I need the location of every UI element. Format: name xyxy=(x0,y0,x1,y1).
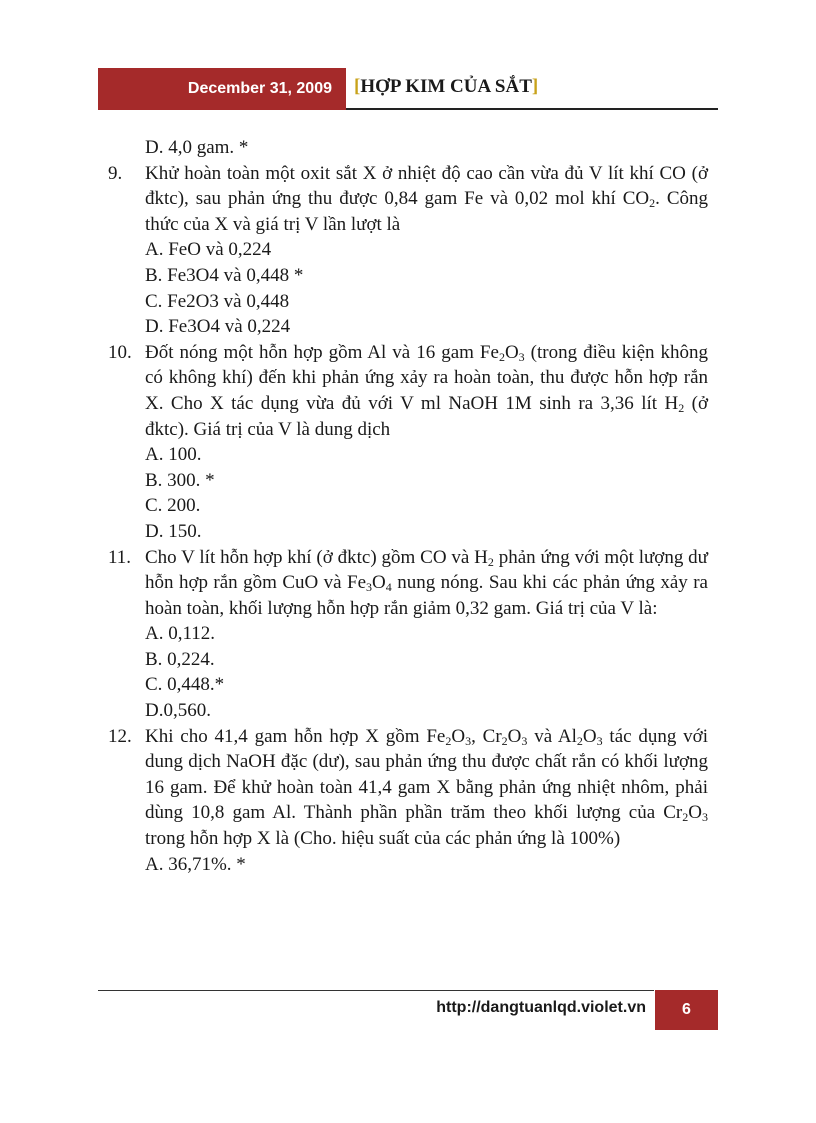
question-10-option-d: D. 150. xyxy=(145,520,202,542)
question-10-option-c: C. 200. xyxy=(145,495,201,517)
page-number: 6 xyxy=(682,1001,691,1018)
question-text: Đốt nóng một hỗn hợp gồm Al và 16 gam $Fe_2O_3$ (trong điều kiện không có không khí) đến khi phản ứng xảy ra hoàn toàn, thu được hỗn hợp rắn X. Cho X tác dụng vừa đủ với V ml NaOH 1M sinh ra 3,36 lít $H_2$ (ở đktc). Giá trị của V là dung dịch xyxy=(145,341,709,440)
question-11-option-c: C. 0,448.* xyxy=(145,674,225,696)
header-bracket-close: ] xyxy=(531,76,539,97)
footer-rule xyxy=(98,990,654,991)
page-number-box xyxy=(655,990,718,1030)
question-text: Cho V lít hỗn hợp khí (ở đktc) gồm CO và $H_2$ phản ứng với một lượng dư hỗn hợp rắn gồm CuO và $Fe_3O_4$ nung nóng. Sau khi các phản ứng xảy ra hoàn toàn, khối lượng hỗn hợp rắn giảm 0,32 gam. Giá trị của V là: xyxy=(145,546,708,619)
question-number: 11. xyxy=(108,546,132,568)
header-title xyxy=(354,76,538,98)
prev-question-option-d: D. 4,0 gam. * xyxy=(145,137,249,158)
question-9-option-b: B. Fe3O4 và 0,448 * xyxy=(145,264,304,286)
footer-url[interactable]: http://dangtuanlqd.violet.vn xyxy=(436,999,646,1016)
question-11-option-a: A. 0,112. xyxy=(145,623,216,645)
question-9 xyxy=(108,161,708,238)
header-title-text: HỢP KIM CỦA SẮT xyxy=(360,76,532,97)
question-number: 9. xyxy=(108,162,123,184)
question-text: Khử hoàn toàn một oxit sắt X ở nhiệt độ cao cần vừa đủ V lít khí CO (ở đktc), sau phản ứng thu được 0,84 gam Fe và 0,02 mol khí $CO_2$. Công thức của X và giá trị V lần lượt là xyxy=(145,162,708,235)
question-10-option-a: A. 100. xyxy=(145,444,202,466)
question-9-option-d: D. Fe3O4 và 0,224 xyxy=(145,316,291,338)
question-12 xyxy=(108,724,708,852)
question-10-option-b: B. 300. * xyxy=(145,469,215,491)
question-number: 12. xyxy=(108,725,132,747)
header-rule xyxy=(346,108,718,110)
page-header xyxy=(98,68,718,110)
question-9-option-c: C. Fe2O3 và 0,448 xyxy=(145,290,290,312)
header-date: December 31, 2009 xyxy=(187,80,332,97)
question-text: Khi cho 41,4 gam hỗn hợp X gồm $Fe_2O_3$, $Cr_2O_3$ và $Al_2O_3$ tác dụng với dung dịch NaOH đặc (dư), sau phản ứng thu được chất rắn có khối lượng 16 gam. Để khử hoàn toàn 41,4 gam X bằng phản ứng nhiệt nhôm, phải dùng 10,8 gam Al. Thành phần phần trăm theo khối lượng của $Cr_2O_3$ trong hỗn hợp X là (Cho. hiệu suất của các phản ứng là 100%) xyxy=(145,725,709,850)
header-bracket-open: [ xyxy=(354,76,361,97)
page-content xyxy=(108,135,708,877)
question-11 xyxy=(108,545,708,622)
question-11-option-d: D.0,560. xyxy=(145,700,211,722)
question-10 xyxy=(108,340,708,442)
question-number: 10. xyxy=(108,341,132,363)
question-11-option-b: B. 0,224. xyxy=(145,648,215,670)
question-9-option-a: A. FeO và 0,224 xyxy=(145,239,272,261)
question-12-option-a: A. 36,71%. * xyxy=(145,853,246,875)
header-date-box xyxy=(98,68,346,110)
